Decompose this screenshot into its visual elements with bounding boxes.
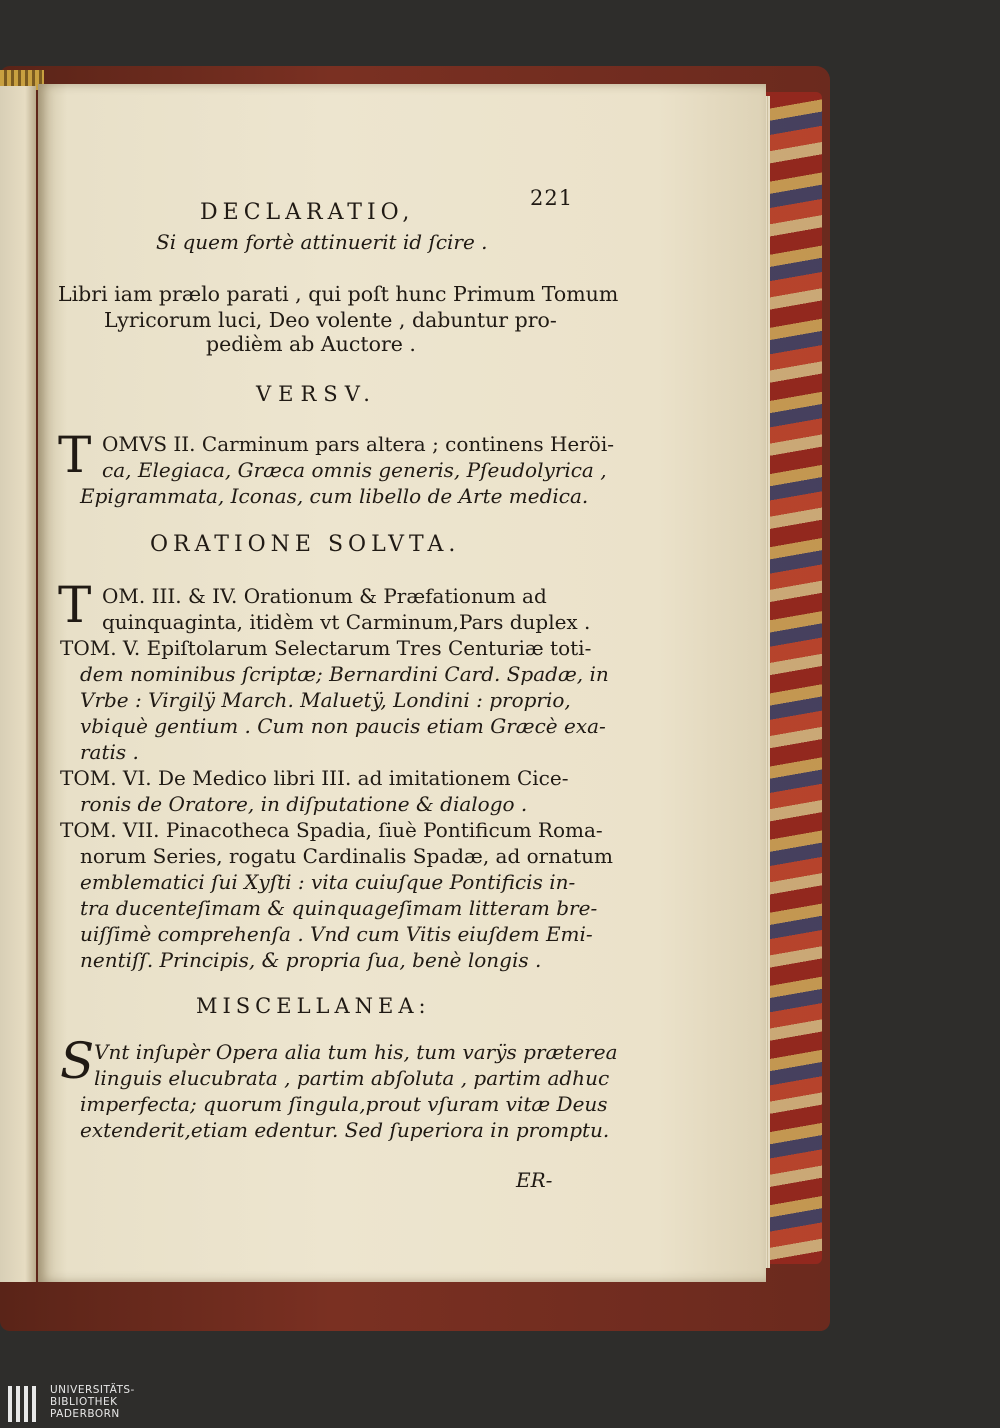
misc-line-1: Vnt inſupèr Opera alia tum his, tum varÿs præterea [94, 1040, 618, 1064]
library-logo [0, 1378, 140, 1428]
oratione-line-8: TOM. VI. De Medico libri III. ad imitationem Cice- [60, 766, 569, 790]
page-number: 221 [530, 186, 574, 210]
misc-line-4: extenderit,etiam edentur. Sed ſuperiora in promptu. [80, 1118, 610, 1142]
misc-line-3: imperfecta; quorum ſingula,prout vſuram vitæ Deus [80, 1092, 608, 1116]
oratione-line-15: nentiſſ. Principis, & propria ſua, benè longis . [80, 948, 542, 972]
page-title: DECLARATIO, [200, 200, 415, 225]
section-heading-oratione: ORATIONE SOLVTA. [150, 532, 461, 557]
section-heading-miscellanea: MISCELLANEA: [196, 994, 431, 1018]
oratione-line-13: tra ducenteſimam & quinquageſimam litteram bre- [80, 896, 598, 920]
oratione-line-2: quinquaginta, itidèm vt Carminum,Pars duplex . [102, 610, 591, 634]
catchword: ER- [516, 1168, 553, 1192]
oratione-line-4: dem nominibus ſcriptæ; Bernardini Card. Spadæ, in [80, 662, 609, 686]
left-page-strip [0, 86, 36, 1282]
intro-line-3: pedièm ab Auctore . [206, 332, 416, 356]
library-logo-line-2: BIBLIOTHEK [50, 1396, 118, 1408]
oratione-line-7: ratis . [80, 740, 139, 764]
oratione-line-11: norum Series, rogatu Cardinalis Spadæ, ad ornatum [80, 844, 613, 868]
oratione-line-1: OM. III. & IV. Orationum & Præfationum ad [102, 584, 547, 608]
library-logo-icon [6, 1382, 42, 1426]
versu-line-3: Epigrammata, Iconas, cum libello de Arte medica. [80, 484, 589, 508]
oratione-line-12: emblematici ſui Xyſti : vita cuiuſque Pontificis in- [80, 870, 576, 894]
versu-line-2: ca, Elegiaca, Græca omnis generis, Pſeudolyrica , [102, 458, 607, 482]
library-logo-line-3: PADERBORN [50, 1408, 120, 1420]
misc-line-2: linguis elucubrata , partim abſoluta , partim adhuc [94, 1066, 610, 1090]
oratione-line-10: TOM. VII. Pinacotheca Spadia, ſiuè Pontificum Roma- [60, 818, 603, 842]
drop-cap-miscellanea: S [60, 1032, 95, 1090]
oratione-line-9: ronis de Oratore, in diſputatione & dialogo . [80, 792, 528, 816]
oratione-line-14: uiſſimè comprehenſa . Vnd cum Vitis eiuſdem Emi- [80, 922, 593, 946]
drop-cap-versu: T [58, 426, 92, 484]
oratione-line-3: TOM. V. Epiſtolarum Selectarum Tres Centuriæ toti- [60, 636, 592, 660]
intro-line-2: Lyricorum luci, Deo volente , dabuntur pro- [104, 308, 557, 332]
intro-line-1: Libri iam prælo parati , qui poſt hunc Primum Tomum [58, 282, 619, 306]
versu-line-1: OMVS II. Carminum pars altera ; continens Heröi- [102, 432, 614, 456]
oratione-line-6: vbiquè gentium . Cum non paucis etiam Græcè exa- [80, 714, 606, 738]
drop-cap-oratione: T [58, 576, 92, 634]
library-logo-line-1: UNIVERSITÄTS- [50, 1384, 135, 1396]
section-heading-versu: VERSV. [256, 382, 377, 406]
oratione-line-5: Vrbe : Virgilÿ March. Maluetÿ, Londini : proprio, [80, 688, 571, 712]
page-subtitle: Si quem fortè attinuerit id ſcire . [156, 230, 488, 254]
